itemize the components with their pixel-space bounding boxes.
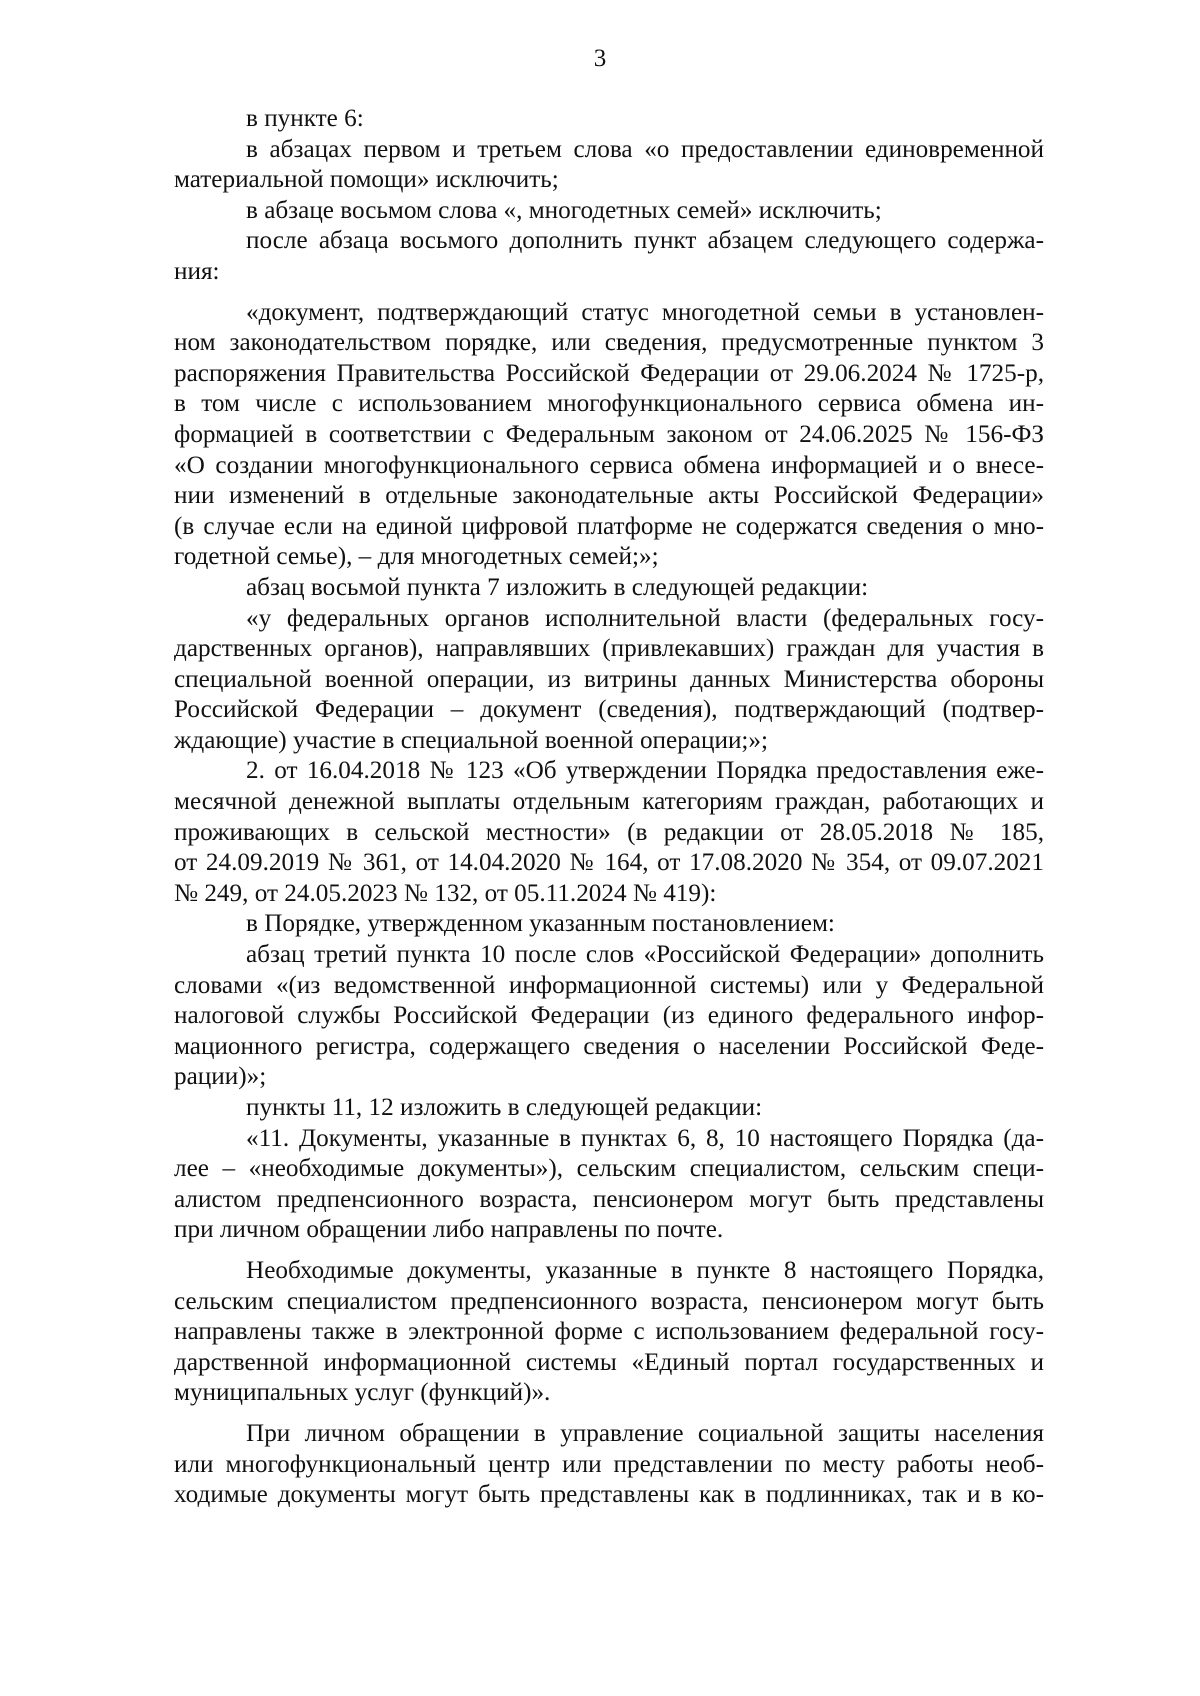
text-line: формацией в соответствии с Федеральным законом от 24.06.2025 № 156-ФЗ xyxy=(174,420,1044,448)
text-line: «у федеральных органов исполнительной власти (федеральных госу- xyxy=(246,604,1044,632)
text-line: после абзаца восьмого дополнить пункт абзацем следующего содержа- xyxy=(246,227,1044,255)
text-line: абзац третий пункта 10 после слов «Российской Федерации» дополнить xyxy=(246,941,1044,969)
text-line: При личном обращении в управление социальной защиты населения xyxy=(246,1419,1044,1447)
text-line: от 24.09.2019 № 361, от 14.04.2020 № 164, от 17.08.2020 № 354, от 09.07.2021 xyxy=(174,849,1044,877)
text-line: специальной военной операции, из витрины данных Министерства обороны xyxy=(174,665,1044,693)
text-line: в Порядке, утвержденном указанным постановлением: xyxy=(246,910,835,938)
text-line: «11. Документы, указанные в пунктах 6, 8, 10 настоящего Порядка (да- xyxy=(246,1124,1044,1152)
text-line: при личном обращении либо направлены по почте. xyxy=(174,1216,724,1244)
text-line: ния: xyxy=(174,257,220,285)
text-line: алистом предпенсионного возраста, пенсионером могут быть представлены xyxy=(174,1185,1044,1213)
text-line: проживающих в сельской местности» (в редакции от 28.05.2018 № 185, xyxy=(174,818,1044,846)
text-line: дарственной информационной системы «Единый портал государственных и xyxy=(174,1348,1044,1376)
text-line: ждающие) участие в специальной военной операции;»; xyxy=(174,726,769,754)
text-line: нии изменений в отдельные законодательные акты Российской Федерации» xyxy=(174,482,1044,510)
text-line: дарственных органов), направлявших (привлекавших) граждан для участия в xyxy=(174,635,1044,663)
text-line: в том числе с использованием многофункционального сервиса обмена ин- xyxy=(174,390,1044,418)
text-line: в абзацах первом и третьем слова «о предоставлении единовременной xyxy=(246,135,1044,163)
page-number: 3 xyxy=(593,45,607,72)
text-line: абзац восьмой пункта 7 изложить в следующей редакции: xyxy=(246,573,869,601)
text-line: в абзаце восьмом слова «, многодетных семей» исключить; xyxy=(246,196,882,224)
text-line: 2. от 16.04.2018 № 123 «Об утверждении Порядка предоставления еже- xyxy=(246,757,1044,785)
text-line: № 249, от 24.05.2023 № 132, от 05.11.2024 № 419): xyxy=(174,879,717,907)
paragraph-gap xyxy=(174,1246,1044,1256)
text-line: ходимые документы могут быть представлены как в подлинниках, так и в ко- xyxy=(174,1481,1044,1509)
text-line: пункты 11, 12 изложить в следующей редакции: xyxy=(246,1094,763,1121)
text-line: «О создании многофункционального сервиса обмена информацией и о внесе- xyxy=(174,451,1044,479)
paragraph-gap xyxy=(174,288,1044,298)
paragraph-gap xyxy=(174,1409,1044,1419)
document-body xyxy=(174,104,1044,1511)
text-line: «документ, подтверждающий статус многодетной семьи в установлен- xyxy=(246,298,1044,326)
text-line: ном законодательством порядке, или сведения, предусмотренные пунктом 3 xyxy=(174,329,1044,357)
text-line: или многофункциональный центр или представлении по месту работы необ- xyxy=(174,1450,1044,1478)
text-line: налоговой службы Российской Федерации (из единого федерального инфор- xyxy=(174,1002,1044,1030)
text-line: материальной помощи» исключить; xyxy=(174,166,559,194)
text-line: распоряжения Правительства Российской Федерации от 29.06.2024 № 1725-р, xyxy=(174,359,1044,387)
text-line: Необходимые документы, указанные в пункте 8 настоящего Порядка, xyxy=(246,1256,1044,1284)
text-line: направлены также в электронной форме с использованием федеральной госу- xyxy=(174,1318,1044,1346)
text-line: месячной денежной выплаты отдельным категориям граждан, работающих и xyxy=(174,788,1044,816)
text-line: муниципальных услуг (функций)». xyxy=(174,1379,551,1407)
text-line: Российской Федерации – документ (сведения), подтверждающий (подтвер- xyxy=(174,696,1044,724)
text-line: в пункте 6: xyxy=(246,105,364,132)
text-line: мационного регистра, содержащего сведения о населении Российской Феде- xyxy=(174,1032,1044,1060)
text-line: сельским специалистом предпенсионного возраста, пенсионером могут быть xyxy=(174,1287,1044,1315)
text-line: рации)»; xyxy=(174,1063,267,1091)
text-line: годетной семье), – для многодетных семей;»; xyxy=(174,543,659,571)
text-line: словами «(из ведомственной информационной системы) или у Федеральной xyxy=(174,971,1044,999)
text-line: лее – «необходимые документы»), сельским специалистом, сельским специ- xyxy=(174,1155,1044,1183)
text-line: (в случае если на единой цифровой платформе не содержатся сведения о мно- xyxy=(174,512,1044,540)
